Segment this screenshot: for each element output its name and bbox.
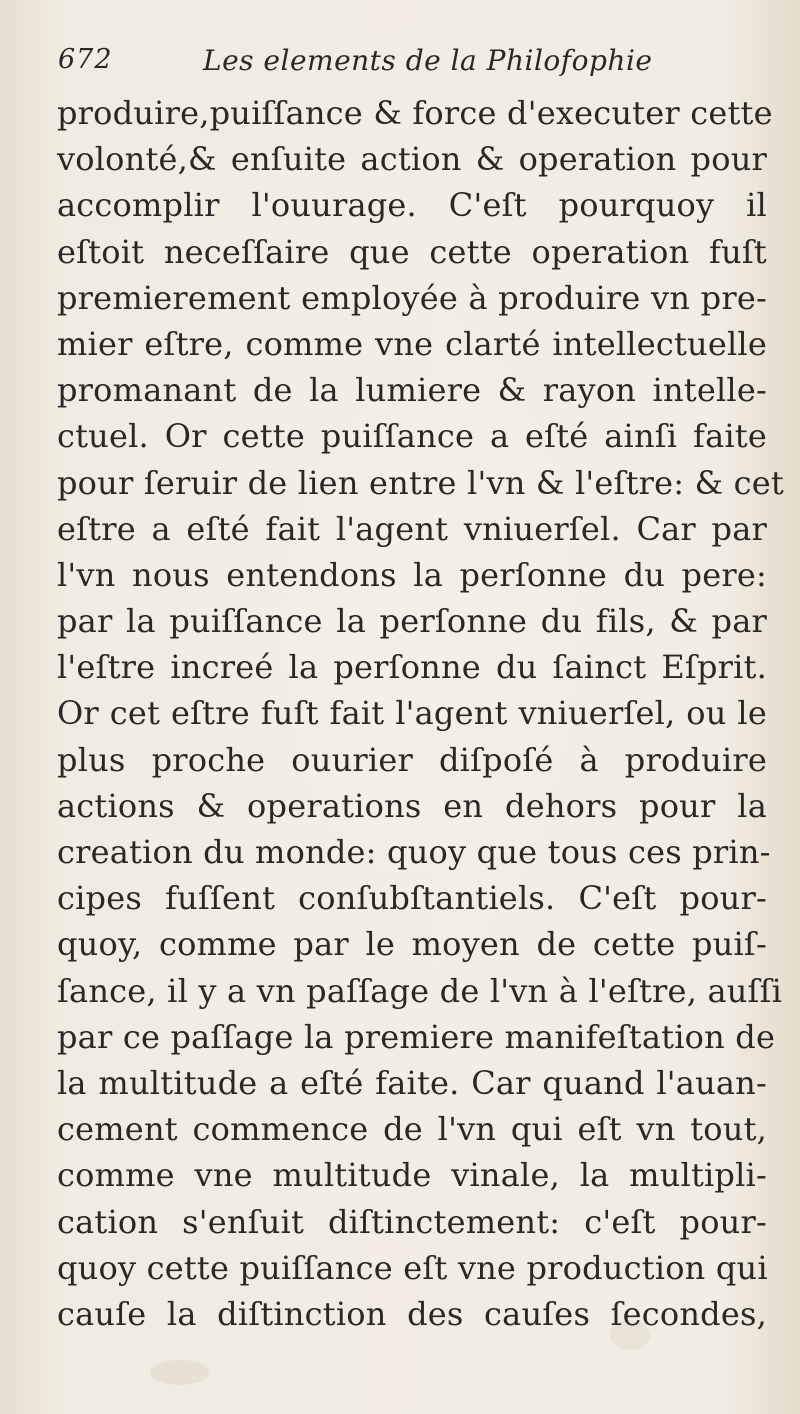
text-line: cipes fuſſent conſubſtantiels. C'eſt pour- <box>57 879 767 918</box>
text-line: Or cet eſtre fuſt fait l'agent vniuerſel, ou le <box>57 694 767 733</box>
text-line: quoy cette puiſſance eſt vne production qui <box>57 1248 768 1287</box>
text-line: quoy, comme par le moyen de cette puiſ- <box>57 925 767 964</box>
text-line: ctuel. Or cette puiſſance a eſté ainſi faite <box>57 417 767 456</box>
paper-stain <box>150 1360 210 1385</box>
text-line: cauſe la diſtinction des cauſes ſecondes, <box>57 1294 767 1333</box>
text-line: eſtoit neceſſaire que cette operation fuſt <box>57 232 767 271</box>
text-line: volonté,& enſuite action & operation pour <box>57 140 767 179</box>
text-line: produire,puiſſance & force d'executer cette <box>57 94 773 132</box>
text-line: comme vne multitude vinale, la multipli- <box>57 1156 767 1195</box>
text-line: eſtre a eſté fait l'agent vniuerſel. Car par <box>57 509 767 548</box>
text-line: creation du monde: quoy que tous ces prin- <box>57 833 771 871</box>
text-line: pour ſeruir de lien entre l'vn & l'eſtre: & cet <box>57 463 784 502</box>
text-line: mier eſtre, comme vne clarté intellectuelle <box>57 324 767 363</box>
running-title: Les elements de la Philofophie <box>203 44 653 77</box>
text-line: la multitude a eſté faite. Car quand l'auan- <box>57 1063 767 1102</box>
text-line: par ce paſſage la premiere manifeſtation de <box>57 1017 776 1056</box>
text-line: actions & operations en dehors pour la <box>57 786 767 825</box>
text-line: premierement employée à produire vn pre- <box>57 278 767 317</box>
body-text <box>57 90 784 1337</box>
text-line: l'vn nous entendons la perſonne du pere: <box>57 555 767 594</box>
text-line: promanant de la lumiere & rayon intelle- <box>57 371 767 410</box>
text-line: accomplir l'ouurage. C'eſt pourquoy il <box>57 186 767 225</box>
text-line: l'eſtre increé la perſonne du ſainct Eſprit. <box>57 648 767 687</box>
text-line: cement commence de l'vn qui eſt vn tout, <box>57 1110 767 1149</box>
text-line: ſance, il y a vn paſſage de l'vn à l'eſtre, auſſi <box>57 971 783 1010</box>
text-line: plus proche ouurier diſpoſé à produire <box>57 740 767 779</box>
running-header <box>58 44 748 84</box>
page-number: 672 <box>58 44 113 75</box>
text-line: cation s'enſuit diſtinctement: c'eſt pour- <box>57 1202 767 1241</box>
text-line: par la puiſſance la perſonne du fils, & par <box>57 602 767 641</box>
